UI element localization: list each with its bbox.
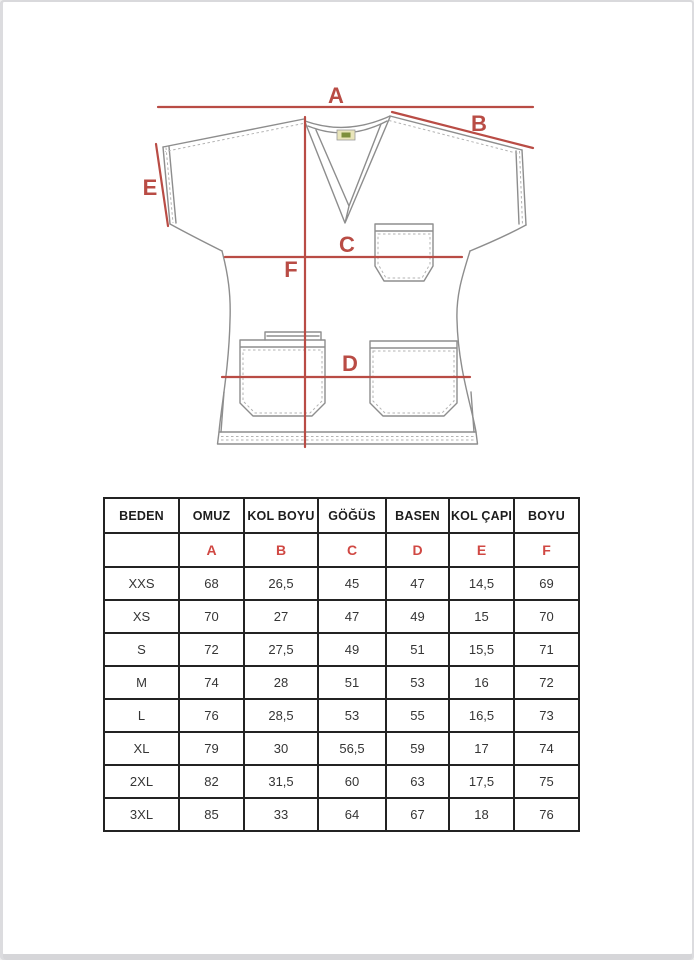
measurement-cell: 16	[449, 666, 514, 699]
column-header: KOL BOYU	[244, 498, 318, 533]
size-row	[104, 600, 579, 633]
right-bottom-pocket	[370, 341, 457, 416]
column-header: BOYU	[514, 498, 579, 533]
measurement-cell: 82	[179, 765, 244, 798]
size-cell: S	[104, 633, 179, 666]
measurement-cell: 67	[386, 798, 449, 831]
measure-label-f: F	[284, 257, 298, 282]
measurement-cell: 72	[179, 633, 244, 666]
measure-letter-cell: B	[244, 533, 318, 567]
measure-label-e: E	[142, 175, 158, 200]
size-cell: M	[104, 666, 179, 699]
measurement-cell: 51	[386, 633, 449, 666]
bottom-hem	[218, 432, 478, 444]
measure-label-b: B	[471, 111, 487, 136]
right-shoulder-seam	[390, 116, 522, 150]
size-row	[104, 567, 579, 600]
measure-letter-row	[104, 533, 579, 567]
measurement-cell: 47	[318, 600, 386, 633]
measurement-cell: 17	[449, 732, 514, 765]
measurement-cell: 59	[386, 732, 449, 765]
measurement-cell: 28,5	[244, 699, 318, 732]
measurement-cell: 27	[244, 600, 318, 633]
garment-outline	[163, 116, 526, 444]
column-header: GÖĞÜS	[318, 498, 386, 533]
measurement-cell: 16,5	[449, 699, 514, 732]
size-row	[104, 798, 579, 831]
measurement-cell: 45	[318, 567, 386, 600]
size-row	[104, 633, 579, 666]
measurement-cell: 28	[244, 666, 318, 699]
measurement-cell: 75	[514, 765, 579, 798]
measurement-cell: 60	[318, 765, 386, 798]
column-header: KOL ÇAPI	[449, 498, 514, 533]
pen-pocket-tab	[265, 332, 321, 340]
measurement-cell: 85	[179, 798, 244, 831]
measure-letter-cell: C	[318, 533, 386, 567]
measurement-cell: 26,5	[244, 567, 318, 600]
neck-label-tag	[337, 130, 355, 140]
measurement-cell: 51	[318, 666, 386, 699]
measure-letter-cell: F	[514, 533, 579, 567]
measure-label-a: A	[328, 83, 344, 108]
stitch-lines	[165, 121, 523, 441]
measurement-cell: 33	[244, 798, 318, 831]
column-header: BASEN	[386, 498, 449, 533]
measurement-cell: 27,5	[244, 633, 318, 666]
measurement-cell: 14,5	[449, 567, 514, 600]
size-table	[103, 497, 580, 832]
size-cell: XS	[104, 600, 179, 633]
measure-line-b	[392, 112, 533, 148]
size-row	[104, 732, 579, 765]
size-cell: L	[104, 699, 179, 732]
size-row	[104, 666, 579, 699]
measurement-cell: 15	[449, 600, 514, 633]
column-header: BEDEN	[104, 498, 179, 533]
measure-letter-cell: D	[386, 533, 449, 567]
column-header: OMUZ	[179, 498, 244, 533]
measurement-cell: 55	[386, 699, 449, 732]
measurement-cell: 18	[449, 798, 514, 831]
measure-label-c: C	[339, 232, 355, 257]
measurement-cell: 17,5	[449, 765, 514, 798]
size-cell: XL	[104, 732, 179, 765]
measurement-cell: 15,5	[449, 633, 514, 666]
measure-letter-cell: A	[179, 533, 244, 567]
measurement-cell: 63	[386, 765, 449, 798]
measurement-cell: 56,5	[318, 732, 386, 765]
measurement-cell: 70	[179, 600, 244, 633]
measurement-cell: 53	[386, 666, 449, 699]
measurement-cell: 68	[179, 567, 244, 600]
measurement-cell: 74	[514, 732, 579, 765]
measurement-cell: 70	[514, 600, 579, 633]
table-header-row	[104, 498, 579, 533]
measurement-cell: 49	[318, 633, 386, 666]
size-row	[104, 699, 579, 732]
measurement-cell: 71	[514, 633, 579, 666]
measurement-cell: 30	[244, 732, 318, 765]
right-sleeve-underside	[470, 225, 526, 251]
left-sleeve-underside	[170, 224, 222, 251]
right-body-side	[457, 251, 476, 432]
measurement-cell: 76	[179, 699, 244, 732]
measurement-lines	[156, 107, 533, 447]
left-body-side	[219, 251, 230, 432]
chest-pocket	[375, 224, 433, 281]
measurement-cell: 31,5	[244, 765, 318, 798]
measurement-cell: 74	[179, 666, 244, 699]
measurement-cell: 49	[386, 600, 449, 633]
size-cell: XXS	[104, 567, 179, 600]
measure-letter-cell: E	[449, 533, 514, 567]
measurement-cell: 79	[179, 732, 244, 765]
measurement-cell: 47	[386, 567, 449, 600]
size-row	[104, 765, 579, 798]
measurement-cell: 64	[318, 798, 386, 831]
measurement-cell: 72	[514, 666, 579, 699]
measure-label-d: D	[342, 351, 358, 376]
size-cell: 2XL	[104, 765, 179, 798]
left-shoulder-seam	[163, 119, 304, 147]
measure-letter-cell	[104, 533, 179, 567]
size-cell: 3XL	[104, 798, 179, 831]
measurement-cell: 76	[514, 798, 579, 831]
measurement-cell: 69	[514, 567, 579, 600]
measurement-cell: 73	[514, 699, 579, 732]
measurement-cell: 53	[318, 699, 386, 732]
